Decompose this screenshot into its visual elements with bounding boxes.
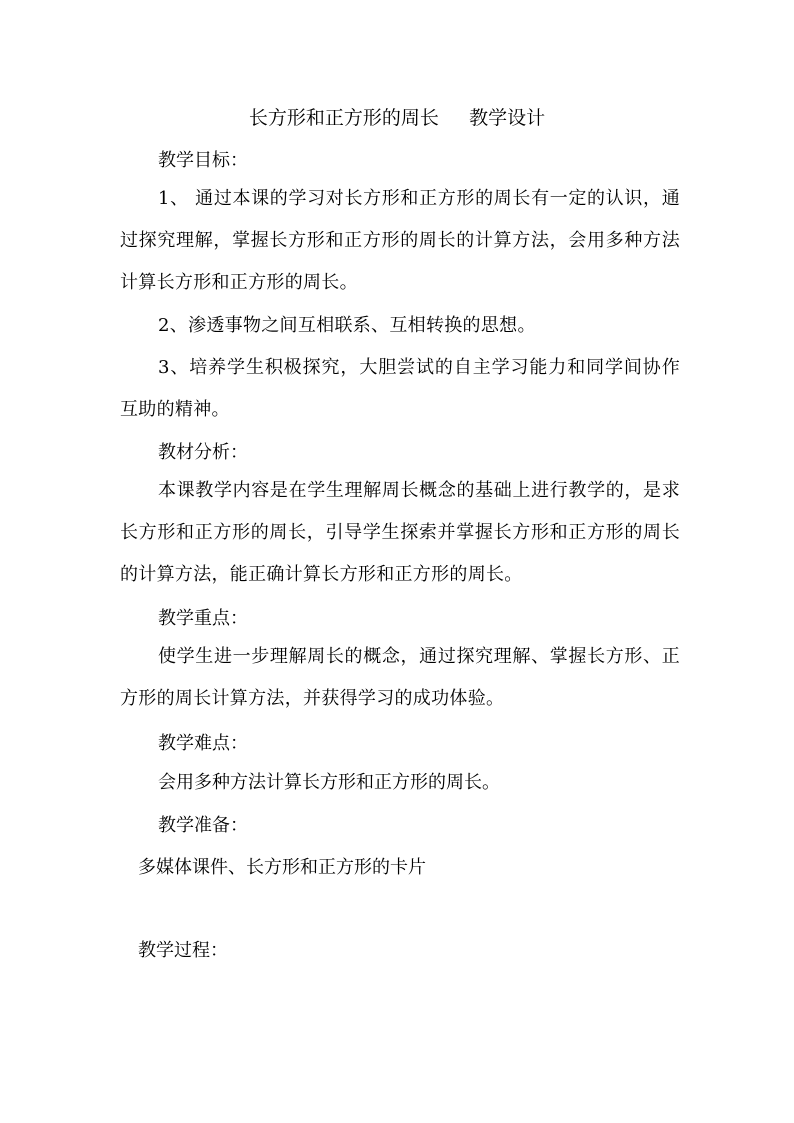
- document-title: 长方形和正方形的周长 教学设计: [248, 107, 546, 129]
- preparation-heading: 教学准备：: [158, 815, 248, 836]
- objective-3-paragraph: 3、培养学生积极探究，大胆尝试的自主学习能力和同学间协作互助的精神。: [120, 357, 680, 420]
- analysis-paragraph: 本课教学内容是在学生理解周长概念的基础上进行教学的，是求长方形和正方形的周长，引导学生探索并掌握长方形和正方形的周长的计算方法，能正确计算长方形和正方形的周长。: [120, 480, 680, 585]
- preparation-paragraph: 多媒体课件、长方形和正方形的卡片: [138, 857, 426, 878]
- key-points-paragraph: 使学生进一步理解周长的概念，通过探究理解、掌握长方形、正方形的周长计算方法，并获得学习的成功体验。: [120, 646, 680, 709]
- objective-2-paragraph: 2、渗透事物之间互相联系、互相转换的思想。: [158, 315, 536, 336]
- key-points-heading: 教学重点：: [158, 608, 248, 629]
- objectives-heading: 教学目标：: [158, 150, 248, 171]
- difficulties-heading: 教学难点：: [158, 733, 248, 754]
- process-heading: 教学过程：: [138, 940, 228, 961]
- objective-1-paragraph: 1、 通过本课的学习对长方形和正方形的周长有一定的认识，通过探究理解，掌握长方形和正方形的周长的计算方法，会用多种方法计算长方形和正方形的周长。: [120, 188, 680, 293]
- analysis-heading: 教材分析：: [158, 442, 248, 463]
- difficulties-paragraph: 会用多种方法计算长方形和正方形的周长。: [158, 772, 500, 793]
